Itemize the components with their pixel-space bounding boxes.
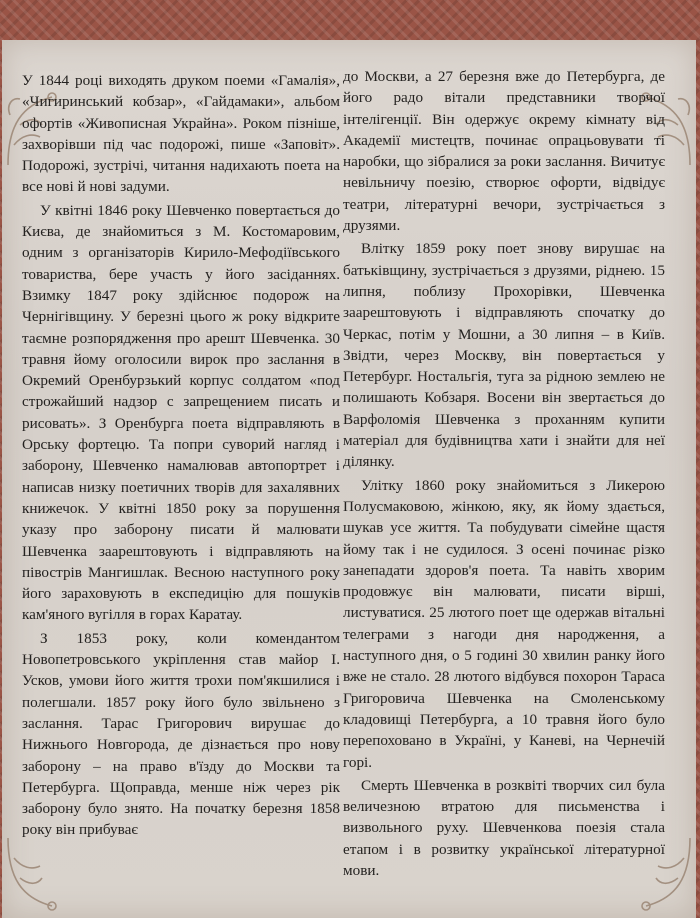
paragraph: У квітні 1846 року Шевченко повертається до Києва, де знайомиться з М. Костомаровим, одним з організаторів Кирило-Мефодіївського товариства, бере участь у його засіданнях. Взимку 1847 року здійснює подорож на Чернігівщину. У березні цього ж року відкрите таємне розпорядження про арешт Шевченка. 30 травня йому оголосили вирок про заслання в Окремий Оренбурзький корпус солдатом «под строжайший надзор с запрещением писать и рисовать». З Оренбурга поета відправляють в Орську фортецю. Та попри суворий нагляд і заборону, Шевченко намалював автопортрет і написав низку поетичних творів для захалявних книжечок. У квітні 1850 року за порушення указу про заборону писати й малювати Шевченка заарештовують і відправляють на півострів Мангишлак. Весною наступного року його зараховують в експедицію для пошуків кам'яного вугілля в горах Каратау. — [22, 201, 340, 624]
paragraph: Смерть Шевченка в розквіті творчих сил була величезною втратою для письменства і визвольного руху. Шевченкова поезія стала етапом і в розвитку української літературної мови. — [343, 776, 665, 879]
paragraph: З 1853 року, коли комендантом Новопетровського укріплення став майор І. Усков, умови його життя трохи пом'якшилися і полегшали. 1857 року його було звільнено з заслання. Тарас Григорович вирушає до Нижнього Новгорода, де дізнається про нову заборону – на право в'їзду до Москви та Петербурга. Щоправда, менше ніж через рік заборону було знято. На початку березня 1858 року він прибуває — [22, 629, 340, 839]
paragraph: У 1844 році виходять друком поеми «Гамалія», «Чигиринський кобзар», «Гайдамаки», альбом офортів «Живописная Украйна». Роком пізніше, захворівши під час подорожі, пише «Заповіт». Подорожі, зустрічі, читання надихають поета на все нові й нові задуми. — [22, 72, 340, 196]
paragraph: до Москви, а 27 березня вже до Петербурга, де його радо вітали представники творчої інтелігенції. Він одержує окрему кімнату від Академії мистецтв, починає опрацьовувати ті наробки, що зібралися за роки заслання. Вичитує невільничу поезію, створює офорти, відвідує театри, літературні вечори, зустрічається з друзями. — [343, 68, 665, 235]
paragraph: Влітку 1859 року поет знову вирушає на батьківщину, зустрічається з друзями, ріднею. 15 липня, поблизу Прохорівки, Шевченка заарештовують і відправляють спочатку до Черкас, потім у Мошни, а 30 липня – в Київ. Звідти, через Москву, він повертається у Петербург. Ностальгія, туга за рідною землею не полишають Кобзаря. Восени він звертається до Варфоломія Шевченка з проханням купити матеріал для будівництва хати і знайти для неї ділянку. — [343, 240, 665, 471]
paragraph: Улітку 1860 року знайомиться з Ликерою Полусмаковою, жінкою, яку, як йому здається, шукав усе життя. Та побудувати сімейне щастя йому так і не судилося. З осені починає різко занепадати здоров'я поета. Та навіть хворим продовжує він малювати, писати вірші, листуватися. 25 лютого поет ще одержав вітальні телеграми з нагоди дня народження, а наступного дня, о 5 годині 30 хвилин ранку його вже не стало. 28 лютого відбувся похорон Тараса Григоровича Шевченка на Смоленському кладовищі Петербурга, а 10 травня його було перепоховано в Україні, у Каневі, на Чернечій горі. — [343, 476, 665, 771]
text-column-right — [343, 66, 665, 883]
text-column-left — [22, 70, 340, 843]
